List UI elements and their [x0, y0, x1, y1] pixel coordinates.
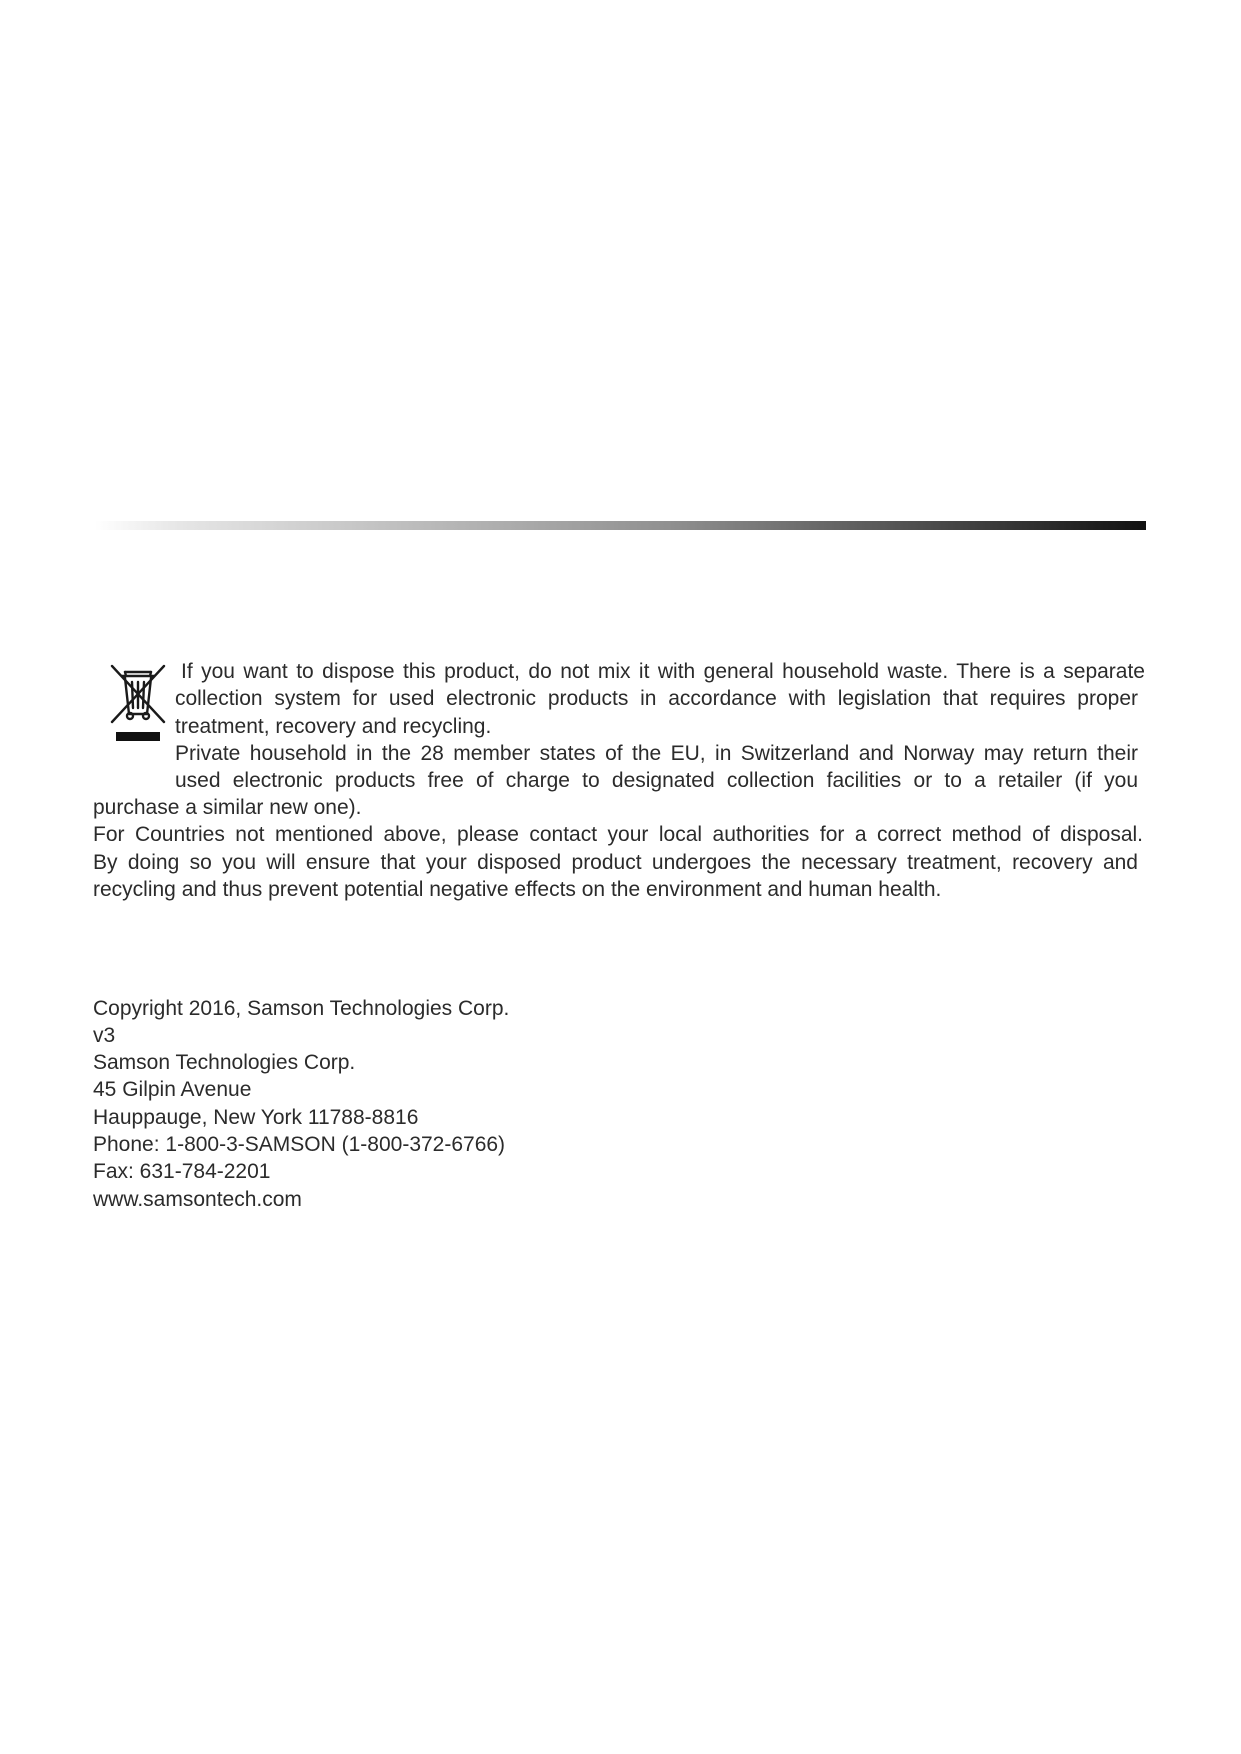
city-address: Hauppauge, New York 11788-8816 [93, 1106, 419, 1129]
disposal-text-line-7: For Countries not mentioned above, please contact your local authorities for a correct method of disposal. [93, 823, 1143, 846]
company-name: Samson Technologies Corp. [93, 1051, 356, 1074]
disposal-text-line-6: purchase a similar new one). [93, 796, 362, 819]
copyright-notice: Copyright 2016, Samson Technologies Corp. [93, 997, 510, 1020]
website-link[interactable]: www.samsontech.com [93, 1188, 302, 1211]
disposal-text-line-3: treatment, recovery and recycling. [175, 715, 492, 738]
phone-number: Phone: 1-800-3-SAMSON (1-800-372-6766) [93, 1133, 506, 1156]
street-address: 45 Gilpin Avenue [93, 1078, 252, 1101]
disposal-text-line-1: If you want to dispose this product, do not mix it with general household waste. There is a separate [181, 660, 1145, 683]
gradient-divider [95, 521, 1146, 530]
disposal-text-line-5: used electronic products free of charge to designated collection facilities or to a retailer (if you [175, 769, 1138, 792]
crossed-out-wheelie-bin-icon [108, 664, 168, 742]
version-label: v3 [93, 1024, 116, 1047]
disposal-text-line-9: recycling and thus prevent potential negative effects on the environment and human health. [93, 878, 942, 901]
fax-number: Fax: 631-784-2201 [93, 1160, 271, 1183]
disposal-text-line-2: collection system for used electronic products in accordance with legislation that requires proper [175, 687, 1138, 710]
disposal-text-line-8: By doing so you will ensure that your disposed product undergoes the necessary treatment, recovery and [93, 851, 1138, 874]
disposal-text-line-4: Private household in the 28 member states of the EU, in Switzerland and Norway may return their [175, 742, 1138, 765]
